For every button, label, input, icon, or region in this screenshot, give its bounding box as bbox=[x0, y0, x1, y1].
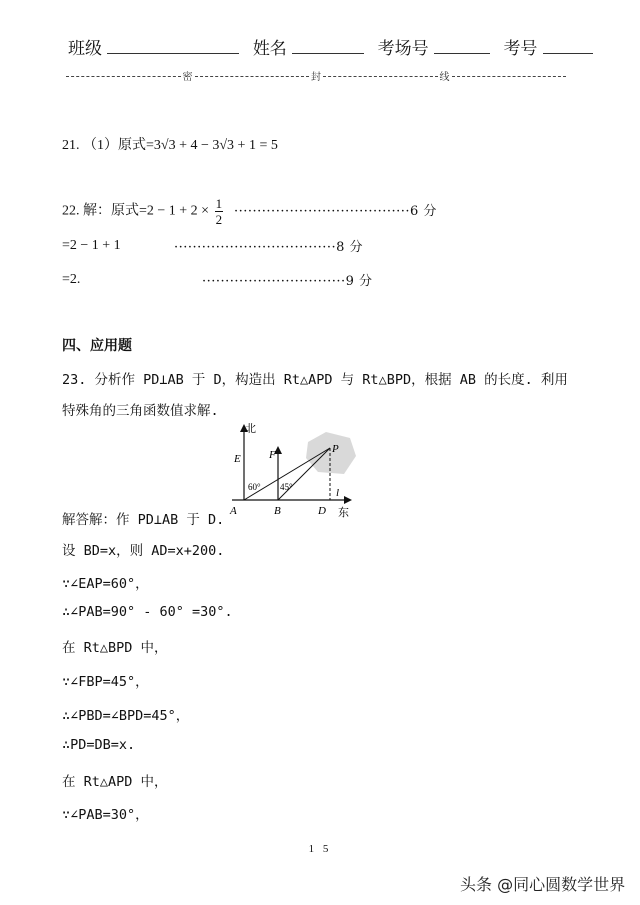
step-line: ∴PD=DB=x. bbox=[62, 737, 136, 753]
island-shape bbox=[306, 432, 356, 474]
section-title: 四、应用题 bbox=[62, 338, 132, 354]
seal-dash bbox=[323, 76, 438, 77]
q22-line3-score: ·······························9 分 bbox=[202, 274, 373, 289]
name-label: 姓名 bbox=[252, 39, 287, 59]
label-l: l bbox=[336, 487, 340, 499]
step-line: 在 Rt△BPD 中， bbox=[62, 640, 168, 656]
ap-line bbox=[244, 448, 330, 500]
q21-answer: 21. （1）原式=3√3 + 4 − 3√3 + 1 = 5 bbox=[62, 138, 278, 153]
q23-intro-line1: 23. 分析作 PD⊥AB 于 D，构造出 Rt△APD 与 Rt△BPD，根据 AB 的长度. 利用 bbox=[62, 372, 568, 388]
number-label: 考号 bbox=[503, 39, 538, 59]
q22-line2: =2 − 1 + 1 bbox=[62, 238, 121, 253]
q22-line2-score: ···································8 分 bbox=[174, 240, 364, 255]
bp-line bbox=[278, 448, 330, 500]
fraction-half bbox=[215, 196, 224, 227]
label-b: B bbox=[274, 505, 281, 517]
step-line: ∵∠EAP=60°， bbox=[62, 576, 149, 592]
seal-char-mi: 密 bbox=[182, 72, 193, 83]
q22-line1 bbox=[62, 196, 225, 227]
fraction-denominator: 2 bbox=[215, 212, 223, 227]
label-e: E bbox=[234, 453, 241, 465]
fraction-numerator: 1 bbox=[215, 196, 223, 211]
label-d: D bbox=[318, 505, 326, 517]
room-field[interactable] bbox=[434, 39, 490, 54]
q22-line1-score: ······································6 分 bbox=[234, 204, 437, 219]
class-label: 班级 bbox=[68, 39, 102, 59]
q22-line1-prefix: 22. 解：原式=2 − 1 + 2 × bbox=[62, 203, 210, 219]
class-field[interactable] bbox=[107, 39, 239, 54]
step-line: 解答解：作 PD⊥AB 于 D. bbox=[62, 512, 225, 528]
name-field[interactable] bbox=[292, 39, 364, 54]
q23-intro-line2: 特殊角的三角函数值求解. bbox=[62, 403, 219, 419]
step-line: ∴∠PBD=∠BPD=45°， bbox=[62, 708, 190, 724]
q22-line3: =2. bbox=[62, 272, 81, 287]
step-line: 在 Rt△APD 中， bbox=[62, 774, 168, 790]
label-a: A bbox=[230, 505, 237, 517]
header-fields bbox=[68, 34, 593, 59]
seal-line bbox=[66, 68, 566, 83]
step-line: ∵∠FBP=45°， bbox=[62, 674, 149, 690]
seal-dash bbox=[66, 76, 181, 77]
label-f: F bbox=[269, 449, 276, 461]
number-field[interactable] bbox=[543, 39, 593, 54]
page-number: 1 5 bbox=[308, 843, 332, 855]
seal-char-feng: 封 bbox=[311, 72, 321, 83]
room-label: 考场号 bbox=[377, 39, 429, 59]
seal-dash bbox=[195, 76, 310, 77]
label-p: P bbox=[332, 443, 339, 455]
step-line: 设 BD=x，则 AD=x+200. bbox=[62, 543, 225, 559]
step-line: ∵∠PAB=30°， bbox=[62, 807, 149, 823]
north-label: 北 bbox=[245, 423, 256, 435]
seal-dash bbox=[452, 76, 567, 77]
geometry-figure bbox=[226, 422, 366, 522]
angle-45-label: 45° bbox=[280, 482, 293, 492]
east-arrow-icon bbox=[344, 496, 352, 504]
step-line: ∴∠PAB=90° - 60° =30°. bbox=[62, 604, 233, 620]
seal-char-xian: 线 bbox=[439, 72, 450, 83]
watermark: 头条 @同心圆数学世界 bbox=[460, 875, 626, 894]
east-label: 东 bbox=[338, 507, 349, 519]
angle-60-label: 60° bbox=[248, 482, 261, 492]
